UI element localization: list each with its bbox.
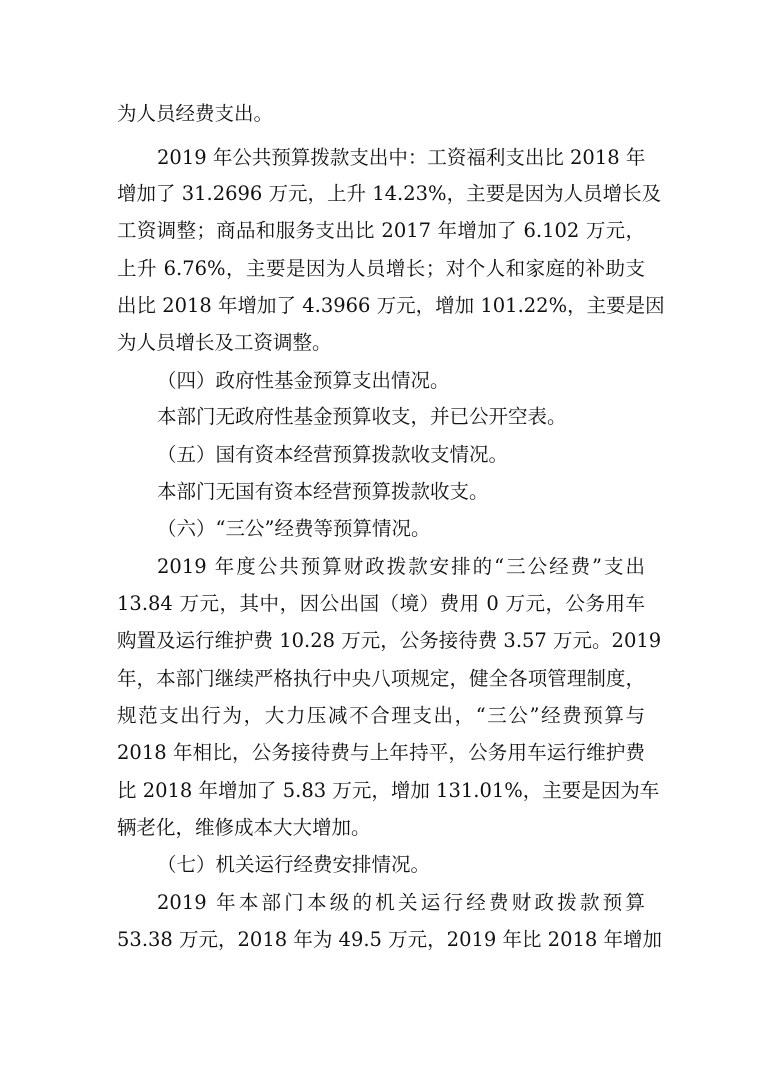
paragraph-line: 工资调整；商品和服务支出比 2017 年增加了 6.102 万元， [117,219,645,242]
paragraph-line-first: 2019 年本部门本级的机关运行经费财政拨款预算 [157,891,645,914]
paragraph-line: 53.38 万元，2018 年为 49.5 万元，2019 年比 2018 年增加 [117,928,663,951]
paragraph-line: 比 2018 年增加了 5.83 万元，增加 131.01%，主要是因为车 [117,779,660,802]
paragraph-line: 购置及运行维护费 10.28 万元，公务接待费 3.57 万元。2019 [117,629,662,652]
paragraph-line-last: 辆老化，维修成本大大增加。 [117,816,371,839]
section-heading-6: （六）“三公”经费等预算情况。 [157,517,431,540]
paragraph-line-first: 本部门无国有资本经营预算拨款收支。 [157,480,489,503]
paragraph-line: 上升 6.76%，主要是因为人员增长；对个人和家庭的补助支 [117,257,645,280]
paragraph-line-continuation: 为人员经费支出。 [117,102,274,125]
paragraph-line-first: 2019 年公共预算拨款支出中：工资福利支出比 2018 年 [157,146,646,169]
paragraph-line: 规范支出行为，大力压减不合理支出，“三公”经费预算与 [117,704,645,727]
paragraph-line: 出比 2018 年增加了 4.3966 万元，增加 101.22%，主要是因 [117,294,665,317]
paragraph-line-last: 为人员增长及工资调整。 [117,331,332,354]
paragraph-line: 年，本部门继续严格执行中央八项规定，健全各项管理制度， [117,667,645,690]
section-heading-5: （五）国有资本经营预算拨款收支情况。 [157,443,509,466]
paragraph-line-first: 2019 年度公共预算财政拨款安排的“三公经费”支出 [157,555,645,578]
paragraph-line: 2018 年相比，公务接待费与上年持平，公务用车运行维护费 [117,741,645,764]
paragraph-line: 增加了 31.2696 万元，上升 14.23%，主要是因为人员增长及 [117,182,662,205]
section-heading-7: （七）机关运行经费安排情况。 [157,853,431,876]
section-heading-4: （四）政府性基金预算支出情况。 [157,369,450,392]
paragraph-line-first: 本部门无政府性基金预算收支，并已公开空表。 [157,405,567,428]
paragraph-line: 13.84 万元，其中，因公出国（境）费用 0 万元，公务用车 [117,592,645,615]
